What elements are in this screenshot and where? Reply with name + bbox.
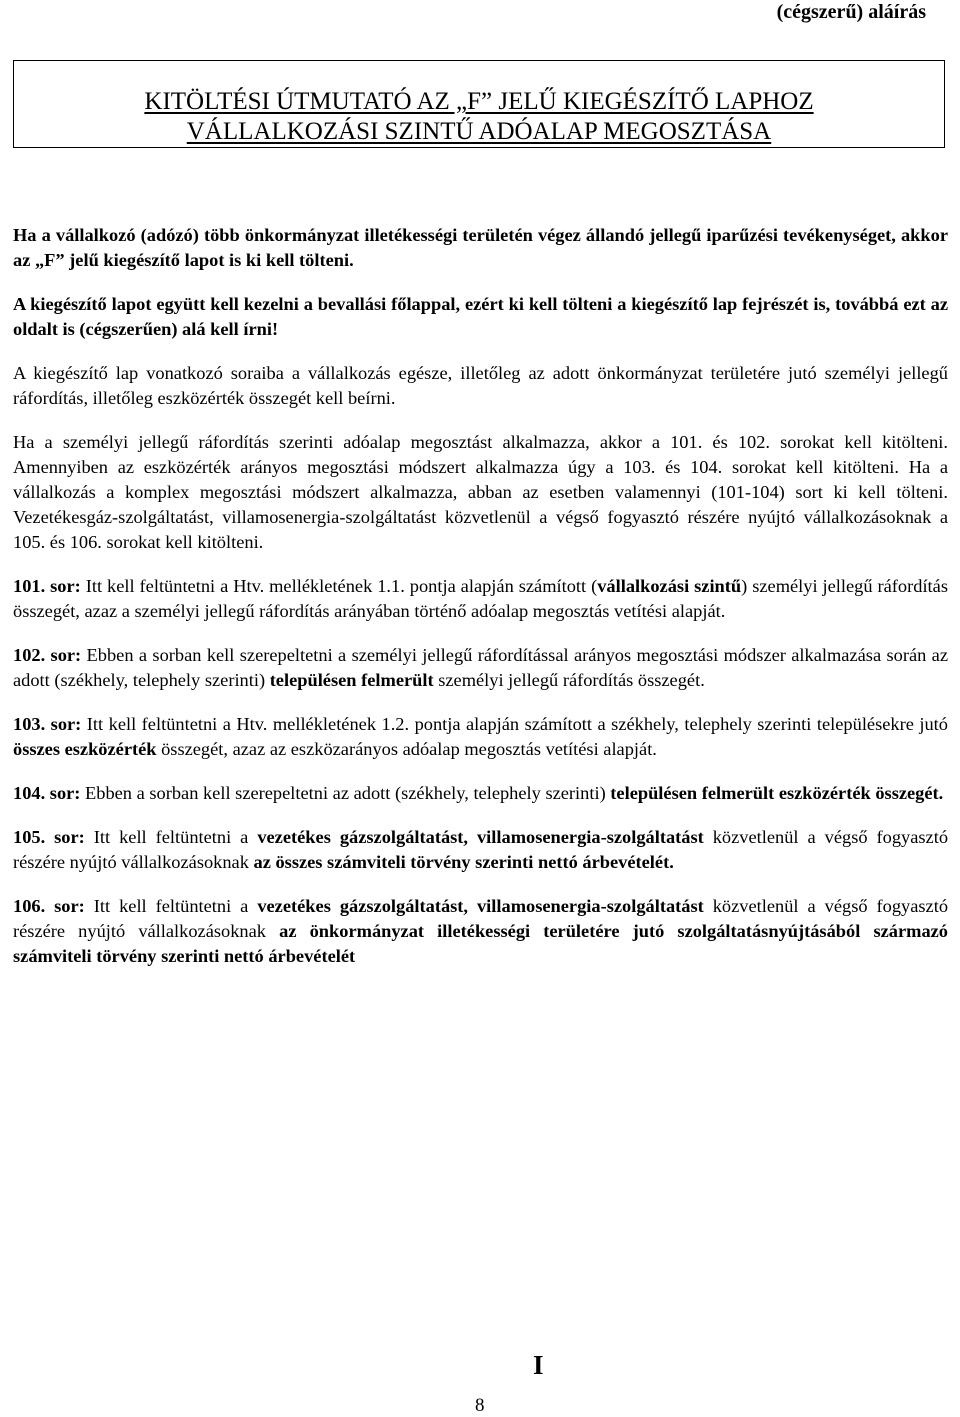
intro-paragraph-4: Ha a személyi jellegű ráfordítás szerinti adóalap megosztást alkalmazza, akkor a 101. és 102. sorokat kell kitölteni. Amennyiben az eszközérték arányos megosztási módszert alkalmazza úgy a 103. és 104. sorokat kell kitölteni. Ha a vállalkozás a komplex megosztási módszert alkalmazza, abban az esetben valamennyi (101-104) sort ki kell tölteni. Vezetékesgáz-szolgáltatást, villamosenergia-szolgáltatást közvetlenül a végső fogyasztó részére nyújtó vállalkozásoknak a 105. és 106. sorokat kell kitölteni. — [13, 432, 948, 552]
row-101-text-2: ) személyi jellegű ráfordítás összegét, azaz a személyi jellegű ráfordítás arányában történő adóalap megosztás vetítési alapját. — [13, 576, 948, 621]
row-104-text-1: Ebben a sorban kell szerepeltetni az adott (székhely, telephely szerinti) — [80, 783, 611, 803]
row-103-label: 103. sor: — [13, 714, 82, 734]
row-106-label: 106. sor: — [13, 896, 85, 916]
row-101-label: 101. sor: — [13, 576, 81, 596]
title-line-2: VÁLLALKOZÁSI SZINTŰ ADÓALAP MEGOSZTÁSA — [186, 118, 772, 145]
row-106-text-1: Itt kell feltüntetni a — [84, 896, 258, 916]
row-102-bold-1: településen felmerült — [269, 670, 434, 690]
row-104-label: 104. sor: — [13, 783, 81, 803]
row-106-bold-1: vezetékes gázszolgáltatást, villamosenergia-szolgáltatást — [257, 896, 704, 916]
row-105-text-2: közvetlenül a végső fogyasztó részére nyújtó vállalkozásoknak — [13, 827, 949, 872]
row-106-paragraph — [13, 894, 948, 969]
row-103-text-1: Itt kell feltüntetni a Htv. mellékletének 1.2. pontja alapján számított a székhely, telephely szerinti településekre jutó — [81, 714, 948, 734]
document-body — [13, 223, 948, 988]
row-103-paragraph — [13, 712, 948, 762]
roman-numeral-marker: I — [533, 1350, 544, 1380]
row-104-paragraph — [13, 781, 948, 806]
row-105-paragraph — [13, 825, 948, 875]
row-102-paragraph — [13, 643, 948, 693]
row-103-bold-1: összes eszközérték — [13, 739, 157, 759]
title-line-1: KITÖLTÉSI ÚTMUTATÓ AZ „F” JELŰ KIEGÉSZÍTŐ LAPHOZ — [144, 88, 814, 115]
row-101-text-1: Itt kell feltüntetni a Htv. mellékletének 1.1. pontja alapján számított ( — [80, 576, 598, 596]
row-105-bold-1: vezetékes gázszolgáltatást, villamosenergia-szolgáltatást — [257, 827, 704, 847]
intro-paragraph-2: A kiegészítő lapot együtt kell kezelni a bevallási főlappal, ezért ki kell tölteni a kiegészítő lap fejrészét is, továbbá ezt az oldalt is (cégszerűen) alá kell írni! — [13, 294, 948, 339]
row-101-bold-1: vállalkozási szintű — [597, 576, 742, 596]
intro-paragraph-1: Ha a vállalkozó (adózó) több önkormányzat illetékességi területén végez állandó jellegű iparűzési tevékenységet, akkor az „F” jelű kiegészítő lapot is ki kell tölteni. — [13, 225, 948, 270]
title-box — [13, 60, 945, 148]
signature-note: (cégszerű) aláírás — [776, 1, 926, 23]
row-102-text-1: Ebben a sorban kell szerepeltetni a személyi jellegű ráfordítással arányos megosztási módszer alkalmazása során az adott (székhely, telephely szerinti) — [13, 645, 948, 690]
row-101-paragraph — [13, 574, 948, 624]
row-102-text-2: személyi jellegű ráfordítás összegét. — [433, 670, 705, 690]
page-number: 8 — [475, 1395, 485, 1416]
row-105-label: 105. sor: — [13, 827, 85, 847]
row-103-text-2: összegét, azaz az eszközarányos adóalap megosztás vetítési alapját. — [156, 739, 657, 759]
row-106-text-2: közvetlenül a végső fogyasztó részére nyújtó vállalkozásoknak — [13, 896, 949, 941]
row-104-bold-1: településen felmerült eszközérték összegét. — [610, 783, 944, 803]
row-105-bold-2: az összes számviteli törvény szerinti nettó árbevételét. — [253, 852, 674, 872]
row-106-bold-2: az önkormányzat illetékességi területére jutó szolgáltatásnyújtásából származó számviteli törvény szerinti nettó árbevételét — [13, 921, 948, 966]
intro-paragraph-3: A kiegészítő lap vonatkozó soraiba a vállalkozás egésze, illetőleg az adott önkormányzat területére jutó személyi jellegű ráfordítás, illetőleg eszközérték összegét kell beírni. — [13, 363, 948, 408]
row-105-text-1: Itt kell feltüntetni a — [84, 827, 258, 847]
row-102-label: 102. sor: — [13, 645, 82, 665]
